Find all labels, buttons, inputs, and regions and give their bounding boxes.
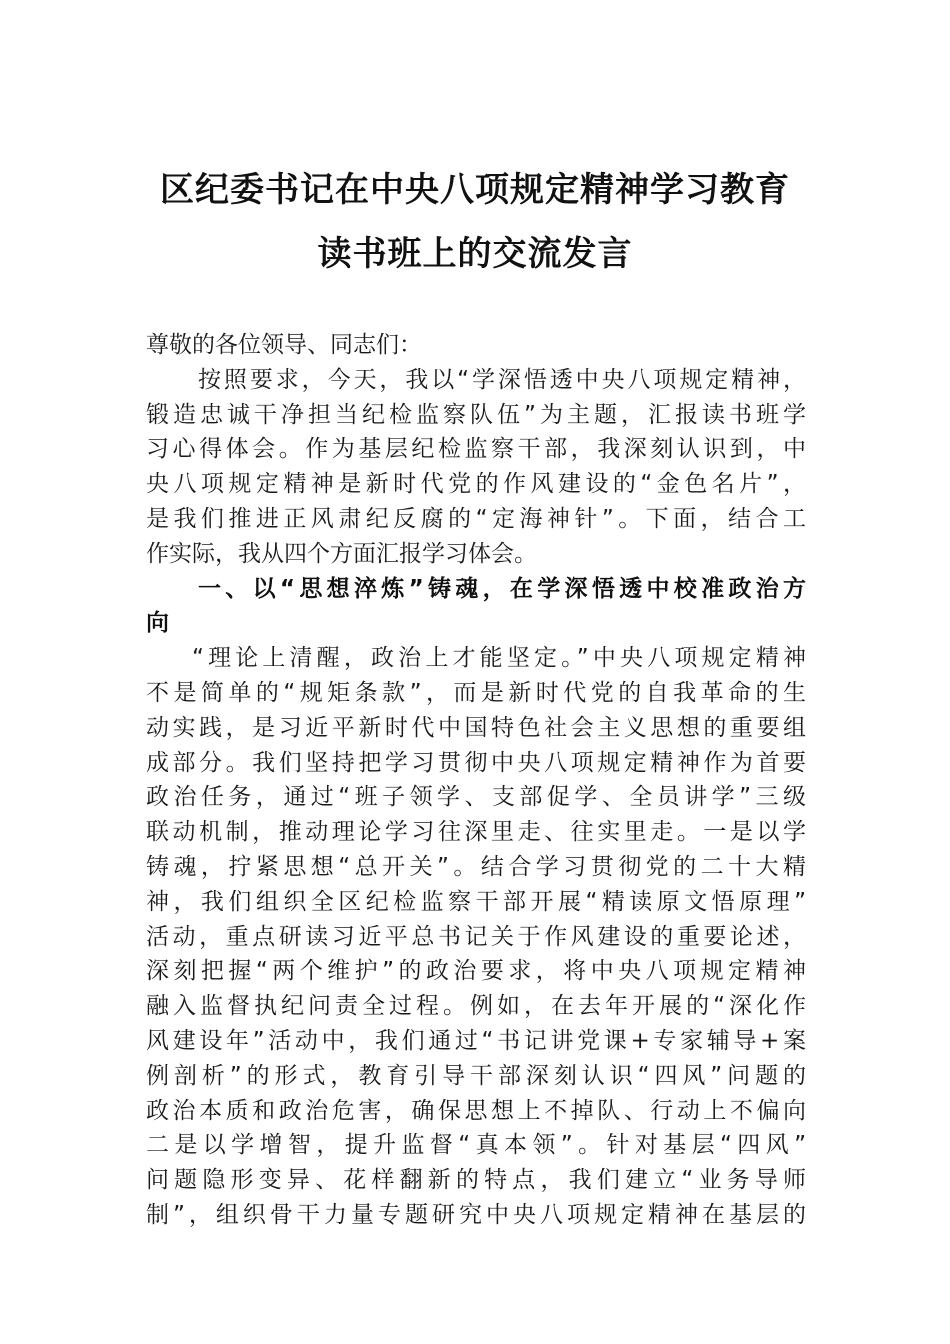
body-line: 风建设年”活动中，我们通过“书记讲党课+专家辅导+案 [146,1027,806,1054]
body-line: 不是简单的“规矩条款”，而是新时代党的自我革命的生 [146,679,806,706]
section-heading: 一、以“思想淬炼”铸魂，在学深悟透中校准政治方 [198,575,806,602]
body-line: 问题隐形变异、花样翻新的特点，我们建立“业务导师 [146,1167,806,1194]
body-line: 制”，组织骨干力量专题研究中央八项规定精神在基层的 [146,1201,806,1228]
body-line: 铸魂，拧紧思想“总开关”。结合学习贯彻党的二十大精 [146,853,806,880]
body-line: 锻造忠诚干净担当纪检监察队伍”为主题，汇报读书班学 [146,401,806,428]
body-line: 神，我们组织全区纪检监察干部开展“精读原文悟原理” [146,888,806,915]
body-line: 作实际，我从四个方面汇报学习体会。 [146,540,537,567]
body-line: 联动机制，推动理论学习往深里走、往实里走。一是以学 [146,819,806,846]
document-title-line-1: 区纪委书记在中央八项规定精神学习教育 [160,170,790,210]
body-line: 动实践，是习近平新时代中国特色社会主义思想的重要组 [146,714,806,741]
body-line: 按照要求，今天，我以“学深悟透中央八项规定精神， [198,366,806,393]
document-title-line-2: 读书班上的交流发言 [317,234,633,274]
body-line: 深刻把握“两个维护”的政治要求，将中央八项规定精神 [146,958,806,985]
body-line: 习心得体会。作为基层纪检监察干部，我深刻认识到，中 [146,436,806,463]
document-body [146,328,806,1233]
section-heading: 向 [146,610,169,637]
salutation: 尊敬的各位领导、同志们： [146,332,422,358]
body-line: 政治任务，通过“班子领学、支部促学、全员讲学”三级 [146,784,806,811]
body-line: 二是以学增智，提升监督“真本领”。针对基层“四风” [146,1132,806,1159]
body-line: 融入监督执纪问责全过程。例如，在去年开展的“深化作 [146,993,806,1020]
body-line: 例剖析”的形式，教育引导干部深刻认识“四风”问题的 [146,1062,806,1089]
body-line: “理论上清醒，政治上才能坚定。”中央八项规定精神 [192,645,806,672]
body-line: 活动，重点研读习近平总书记关于作风建设的重要论述， [146,923,806,950]
body-line: 成部分。我们坚持把学习贯彻中央八项规定精神作为首要 [146,749,806,776]
body-line: 政治本质和政治危害，确保思想上不掉队、行动上不偏向 [146,1097,806,1124]
body-line: 央八项规定精神是新时代党的作风建设的“金色名片”， [146,471,806,498]
body-line: 是我们推进正风肃纪反腐的“定海神针”。下面，结合工 [146,505,806,532]
